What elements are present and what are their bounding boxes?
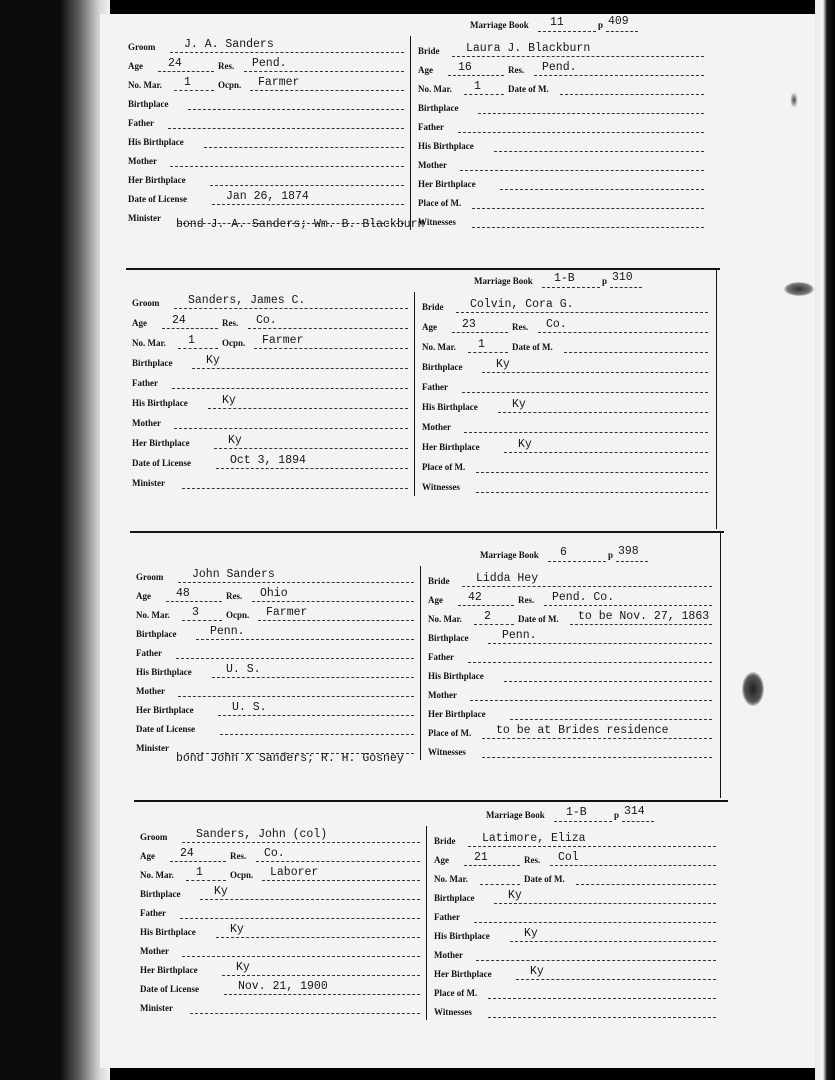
- bride-his-birthplace-value: Ky: [512, 398, 526, 411]
- bride-line-place-of-m: [482, 738, 712, 739]
- bride-label-no-mar: No. Mar.: [422, 342, 456, 352]
- groom-line-birthplace: [192, 368, 408, 369]
- groom-line-his-birthplace: [204, 147, 404, 148]
- bride-label-mother: Mother: [422, 422, 451, 432]
- groom-ocpn-value: Farmer: [262, 334, 304, 347]
- bride-line-name: [452, 56, 704, 57]
- groom-age-value: 48: [176, 587, 190, 600]
- groom-name-value: John Sanders: [192, 568, 275, 581]
- bride-age-value: 21: [474, 851, 488, 864]
- bride-name-value: Laura J. Blackburn: [466, 42, 591, 55]
- bride-label-place-of-m: Place of M.: [418, 198, 462, 208]
- groom-label-minister: Minister: [136, 743, 169, 753]
- bride-line-date-of-m: [570, 624, 712, 625]
- groom-label-date-of-license: Date of License: [132, 458, 191, 468]
- bride-label-bride: Bride: [434, 836, 456, 846]
- bride-line-his-birthplace: [510, 941, 716, 942]
- marriage-book-value: 1-B: [566, 806, 587, 819]
- groom-label-her-birthplace: Her Birthplace: [136, 705, 194, 715]
- page-label: p: [614, 810, 620, 820]
- groom-line-age: [162, 328, 218, 329]
- bride-label-father: Father: [418, 122, 444, 132]
- bride-line-mother: [470, 700, 712, 701]
- groom-label-date-of-license: Date of License: [140, 984, 199, 994]
- groom-label-minister: Minister: [128, 213, 161, 223]
- groom-label-date-of-license: Date of License: [136, 724, 195, 734]
- bride-line-father: [474, 922, 716, 923]
- groom-line-birthplace: [200, 899, 420, 900]
- groom-line-minister: [182, 488, 408, 489]
- groom-line-mother: [174, 428, 408, 429]
- groom-label-no-mar: No. Mar.: [132, 338, 166, 348]
- bride-line-age: [458, 605, 514, 606]
- groom-line-res: [256, 861, 420, 862]
- groom-line-no-mar: [182, 620, 222, 621]
- bride-label-no-mar: No. Mar.: [418, 84, 452, 94]
- bride-label-birthplace: Birthplace: [422, 362, 463, 372]
- groom-line-her-birthplace: [210, 185, 404, 186]
- bride-name-value: Colvin, Cora G.: [470, 298, 574, 311]
- bride-res-value: Co.: [546, 318, 567, 331]
- bride-label-his-birthplace: His Birthplace: [428, 671, 484, 681]
- groom-line-ocpn: [258, 620, 414, 621]
- record-divider: [134, 800, 728, 802]
- groom-label-groom: Groom: [136, 572, 164, 582]
- page-label: p: [608, 550, 614, 560]
- groom-name-value: Sanders, John (col): [196, 828, 328, 841]
- bride-label-res: Res.: [512, 322, 529, 332]
- groom-label-mother: Mother: [140, 946, 169, 956]
- groom-line-res: [248, 328, 408, 329]
- marriage-book-value: 6: [560, 546, 567, 559]
- groom-line-res: [244, 71, 404, 72]
- page-line: [610, 287, 642, 288]
- groom-label-ocpn: Ocpn.: [230, 870, 254, 880]
- page-value: 310: [612, 271, 633, 284]
- bride-line-place-of-m: [476, 472, 708, 473]
- groom-line-date-of-license: [212, 204, 404, 205]
- bride-label-res: Res.: [508, 65, 525, 75]
- groom-line-no-mar: [178, 348, 218, 349]
- bride-line-witnesses: [488, 1017, 716, 1018]
- groom-line-no-mar: [186, 880, 226, 881]
- film-margin-left: [0, 0, 110, 1080]
- bond-note: bond John X Sanders; R. H. Gosney: [176, 752, 404, 765]
- groom-birthplace-value: Ky: [214, 885, 228, 898]
- groom-line-minister: [190, 1013, 420, 1014]
- groom-line-mother: [182, 956, 420, 957]
- bride-line-witnesses: [476, 492, 708, 493]
- groom-age-value: 24: [180, 847, 194, 860]
- bride-line-no-mar: [474, 624, 514, 625]
- bride-label-bride: Bride: [422, 302, 444, 312]
- groom-no-mar-value: 1: [188, 334, 195, 347]
- bride-label-father: Father: [428, 652, 454, 662]
- film-blemish: [742, 672, 764, 706]
- groom-label-father: Father: [128, 118, 154, 128]
- bride-label-date-of-m: Date of M.: [524, 874, 565, 884]
- bride-line-her-birthplace: [500, 189, 704, 190]
- bride-line-her-birthplace: [516, 979, 716, 980]
- groom-date-of-license-value: Nov. 21, 1900: [238, 980, 328, 993]
- groom-his-birthplace-value: U. S.: [226, 663, 261, 676]
- bride-line-birthplace: [478, 113, 704, 114]
- marriage-book-line: [542, 287, 600, 288]
- column-divider: [410, 36, 411, 230]
- groom-label-mother: Mother: [128, 156, 157, 166]
- groom-his-birthplace-value: Ky: [230, 923, 244, 936]
- bride-age-value: 16: [458, 61, 472, 74]
- groom-ocpn-value: Farmer: [266, 606, 308, 619]
- groom-label-mother: Mother: [136, 686, 165, 696]
- marriage-book-label: Marriage Book: [474, 276, 533, 286]
- groom-no-mar-value: 1: [196, 866, 203, 879]
- groom-line-his-birthplace: [216, 937, 420, 938]
- bride-line-no-mar: [468, 352, 508, 353]
- record-divider: [130, 531, 724, 533]
- bride-line-name: [462, 586, 712, 587]
- groom-line-age: [158, 71, 214, 72]
- film-margin-right: [815, 0, 835, 1080]
- bride-label-birthplace: Birthplace: [428, 633, 469, 643]
- bride-birthplace-value: Penn.: [502, 629, 537, 642]
- bride-res-value: Pend. Co.: [552, 591, 615, 604]
- bride-line-no-mar: [480, 884, 520, 885]
- record-divider: [126, 268, 720, 270]
- bride-line-birthplace: [488, 643, 712, 644]
- bride-label-her-birthplace: Her Birthplace: [422, 442, 480, 452]
- record-right-edge: [720, 533, 721, 798]
- bride-label-no-mar: No. Mar.: [428, 614, 462, 624]
- bride-line-witnesses: [472, 227, 704, 228]
- page-value: 409: [608, 15, 629, 28]
- groom-her-birthplace-value: Ky: [228, 434, 242, 447]
- bride-label-date-of-m: Date of M.: [518, 614, 559, 624]
- groom-label-date-of-license: Date of License: [128, 194, 187, 204]
- groom-line-date-of-license: [220, 734, 414, 735]
- page-value: 398: [618, 545, 639, 558]
- groom-line-name: [178, 582, 414, 583]
- groom-label-mother: Mother: [132, 418, 161, 428]
- bride-line-father: [458, 132, 704, 133]
- bride-line-age: [448, 75, 504, 76]
- groom-label-res: Res.: [222, 318, 239, 328]
- groom-ocpn-value: Laborer: [270, 866, 319, 879]
- bride-res-value: Pend.: [542, 61, 577, 74]
- bride-line-her-birthplace: [510, 719, 712, 720]
- groom-line-no-mar: [174, 90, 214, 91]
- bride-no-mar-value: 2: [484, 610, 491, 623]
- bride-label-date-of-m: Date of M.: [508, 84, 549, 94]
- bride-line-place-of-m: [488, 998, 716, 999]
- groom-her-birthplace-value: U. S.: [232, 701, 267, 714]
- groom-label-minister: Minister: [140, 1003, 173, 1013]
- bride-age-value: 23: [462, 318, 476, 331]
- groom-res-value: Co.: [256, 314, 277, 327]
- groom-line-her-birthplace: [218, 715, 414, 716]
- bride-no-mar-value: 1: [478, 338, 485, 351]
- groom-label-age: Age: [128, 61, 143, 71]
- groom-line-age: [170, 861, 226, 862]
- bride-line-mother: [464, 432, 708, 433]
- groom-line-res: [252, 601, 414, 602]
- bride-no-mar-value: 1: [474, 80, 481, 93]
- groom-line-father: [180, 918, 420, 919]
- bride-line-father: [468, 662, 712, 663]
- bride-line-place-of-m: [472, 208, 704, 209]
- groom-label-birthplace: Birthplace: [128, 99, 169, 109]
- page-line: [616, 561, 648, 562]
- groom-line-ocpn: [262, 880, 420, 881]
- bride-label-his-birthplace: His Birthplace: [434, 931, 490, 941]
- page-label: p: [598, 20, 604, 30]
- bride-line-name: [456, 312, 708, 313]
- groom-label-no-mar: No. Mar.: [140, 870, 174, 880]
- groom-line-date-of-license: [216, 468, 408, 469]
- bride-label-mother: Mother: [418, 160, 447, 170]
- bride-label-his-birthplace: His Birthplace: [422, 402, 478, 412]
- column-divider: [414, 292, 415, 496]
- bride-line-date-of-m: [560, 94, 704, 95]
- groom-label-father: Father: [140, 908, 166, 918]
- groom-label-age: Age: [132, 318, 147, 328]
- groom-date-of-license-value: Jan 26, 1874: [226, 190, 309, 203]
- groom-label-her-birthplace: Her Birthplace: [128, 175, 186, 185]
- bride-her-birthplace-value: Ky: [518, 438, 532, 451]
- marriage-book-label: Marriage Book: [480, 550, 539, 560]
- groom-birthplace-value: Ky: [206, 354, 220, 367]
- bride-label-mother: Mother: [428, 690, 457, 700]
- bride-label-witnesses: Witnesses: [428, 747, 466, 757]
- groom-her-birthplace-value: Ky: [236, 961, 250, 974]
- groom-label-res: Res.: [230, 851, 247, 861]
- groom-res-value: Pend.: [252, 57, 287, 70]
- bride-label-date-of-m: Date of M.: [512, 342, 553, 352]
- bride-line-mother: [476, 960, 716, 961]
- groom-label-res: Res.: [218, 61, 235, 71]
- groom-label-birthplace: Birthplace: [140, 889, 181, 899]
- groom-line-name: [170, 52, 404, 53]
- groom-line-birthplace: [188, 109, 404, 110]
- groom-line-his-birthplace: [208, 408, 408, 409]
- groom-res-value: Ohio: [260, 587, 288, 600]
- bride-label-res: Res.: [518, 595, 535, 605]
- bride-label-no-mar: No. Mar.: [434, 874, 468, 884]
- groom-line-ocpn: [250, 90, 404, 91]
- page-line: [606, 31, 638, 32]
- bride-name-value: Lidda Hey: [476, 572, 539, 585]
- bride-line-date-of-m: [576, 884, 716, 885]
- groom-line-his-birthplace: [212, 677, 414, 678]
- groom-label-his-birthplace: His Birthplace: [128, 137, 184, 147]
- bride-line-age: [464, 865, 520, 866]
- bride-label-father: Father: [434, 912, 460, 922]
- groom-label-father: Father: [132, 378, 158, 388]
- bride-line-res: [550, 865, 716, 866]
- bride-label-res: Res.: [524, 855, 541, 865]
- bride-label-witnesses: Witnesses: [434, 1007, 472, 1017]
- groom-label-birthplace: Birthplace: [132, 358, 173, 368]
- bride-label-place-of-m: Place of M.: [422, 462, 466, 472]
- groom-line-her-birthplace: [214, 448, 408, 449]
- groom-line-name: [174, 308, 408, 309]
- groom-line-name: [182, 842, 420, 843]
- bride-res-value: Col: [558, 851, 579, 864]
- groom-line-father: [172, 388, 408, 389]
- marriage-book-value: 1-B: [554, 272, 575, 285]
- groom-his-birthplace-value: Ky: [222, 394, 236, 407]
- groom-label-no-mar: No. Mar.: [136, 610, 170, 620]
- marriage-book-label: Marriage Book: [486, 810, 545, 820]
- groom-name-value: Sanders, James C.: [188, 294, 306, 307]
- record-sheet: [100, 14, 823, 1068]
- bride-label-father: Father: [422, 382, 448, 392]
- film-blemish: [790, 92, 798, 108]
- bride-line-name: [468, 846, 716, 847]
- bride-line-birthplace: [482, 372, 708, 373]
- groom-line-ocpn: [254, 348, 408, 349]
- groom-label-no-mar: No. Mar.: [128, 80, 162, 90]
- bride-birthplace-value: Ky: [496, 358, 510, 371]
- groom-line-her-birthplace: [222, 975, 420, 976]
- groom-line-age: [166, 601, 222, 602]
- groom-label-groom: Groom: [128, 42, 156, 52]
- groom-label-groom: Groom: [132, 298, 160, 308]
- bride-label-her-birthplace: Her Birthplace: [434, 969, 492, 979]
- marriage-book-line: [538, 31, 596, 32]
- groom-label-age: Age: [140, 851, 155, 861]
- groom-birthplace-value: Penn.: [210, 625, 245, 638]
- groom-label-his-birthplace: His Birthplace: [140, 927, 196, 937]
- bride-label-age: Age: [428, 595, 443, 605]
- column-divider: [426, 826, 427, 1020]
- groom-label-her-birthplace: Her Birthplace: [132, 438, 190, 448]
- bride-line-age: [452, 332, 508, 333]
- bride-line-res: [544, 605, 712, 606]
- marriage-book-line: [554, 821, 612, 822]
- bride-label-his-birthplace: His Birthplace: [418, 141, 474, 151]
- groom-age-value: 24: [172, 314, 186, 327]
- groom-line-mother: [170, 166, 404, 167]
- groom-no-mar-value: 3: [192, 606, 199, 619]
- bride-line-her-birthplace: [504, 452, 708, 453]
- marriage-book-line: [548, 561, 606, 562]
- bride-label-age: Age: [434, 855, 449, 865]
- groom-line-father: [176, 658, 414, 659]
- bride-label-birthplace: Birthplace: [418, 103, 459, 113]
- groom-label-father: Father: [136, 648, 162, 658]
- page-label: p: [602, 276, 608, 286]
- groom-no-mar-value: 1: [184, 76, 191, 89]
- groom-line-mother: [178, 696, 414, 697]
- bride-place-of-m-value: to be at Brides residence: [496, 724, 669, 737]
- bride-her-birthplace-value: Ky: [530, 965, 544, 978]
- groom-label-ocpn: Ocpn.: [226, 610, 250, 620]
- film-blemish: [784, 282, 814, 296]
- bride-name-value: Latimore, Eliza: [482, 832, 586, 845]
- page-value: 314: [624, 805, 645, 818]
- groom-label-ocpn: Ocpn.: [222, 338, 246, 348]
- bride-age-value: 42: [468, 591, 482, 604]
- column-divider: [420, 566, 421, 760]
- groom-line-date-of-license: [224, 994, 420, 995]
- groom-label-res: Res.: [226, 591, 243, 601]
- bride-label-place-of-m: Place of M.: [434, 988, 478, 998]
- bride-date-of-m-value: to be Nov. 27, 1863: [578, 610, 710, 623]
- record-right-edge: [716, 270, 717, 529]
- groom-label-minister: Minister: [132, 478, 165, 488]
- bride-line-date-of-m: [564, 352, 708, 353]
- bride-his-birthplace-value: Ky: [524, 927, 538, 940]
- groom-label-her-birthplace: Her Birthplace: [140, 965, 198, 975]
- bride-label-age: Age: [418, 65, 433, 75]
- bride-line-res: [534, 75, 704, 76]
- bride-line-birthplace: [494, 903, 716, 904]
- bride-label-witnesses: Witnesses: [422, 482, 460, 492]
- groom-line-birthplace: [196, 639, 414, 640]
- groom-res-value: Co.: [264, 847, 285, 860]
- bride-label-birthplace: Birthplace: [434, 893, 475, 903]
- bride-label-witnesses: Witnesses: [418, 217, 456, 227]
- groom-date-of-license-value: Oct 3, 1894: [230, 454, 306, 467]
- bride-line-his-birthplace: [498, 412, 708, 413]
- bride-line-his-birthplace: [504, 681, 712, 682]
- groom-label-his-birthplace: His Birthplace: [136, 667, 192, 677]
- marriage-book-label: Marriage Book: [470, 20, 529, 30]
- groom-label-his-birthplace: His Birthplace: [132, 398, 188, 408]
- groom-label-groom: Groom: [140, 832, 168, 842]
- bride-label-age: Age: [422, 322, 437, 332]
- bride-label-bride: Bride: [418, 46, 440, 56]
- groom-age-value: 24: [168, 57, 182, 70]
- bride-label-mother: Mother: [434, 950, 463, 960]
- bride-label-her-birthplace: Her Birthplace: [428, 709, 486, 719]
- bride-label-bride: Bride: [428, 576, 450, 586]
- groom-label-birthplace: Birthplace: [136, 629, 177, 639]
- bride-line-father: [462, 392, 708, 393]
- bond-note: bond J. A. Sanders; Wm. B. Blackburn: [176, 218, 425, 231]
- groom-label-ocpn: Ocpn.: [218, 80, 242, 90]
- bride-line-res: [538, 332, 708, 333]
- bride-line-witnesses: [482, 757, 712, 758]
- groom-ocpn-value: Farmer: [258, 76, 300, 89]
- page-line: [622, 821, 654, 822]
- groom-name-value: J. A. Sanders: [184, 38, 274, 51]
- bride-line-no-mar: [464, 94, 504, 95]
- bride-label-place-of-m: Place of M.: [428, 728, 472, 738]
- bride-label-her-birthplace: Her Birthplace: [418, 179, 476, 189]
- bride-birthplace-value: Ky: [508, 889, 522, 902]
- marriage-book-value: 11: [550, 16, 564, 29]
- bride-line-mother: [460, 170, 704, 171]
- groom-line-father: [168, 128, 404, 129]
- bride-line-his-birthplace: [494, 151, 704, 152]
- groom-label-age: Age: [136, 591, 151, 601]
